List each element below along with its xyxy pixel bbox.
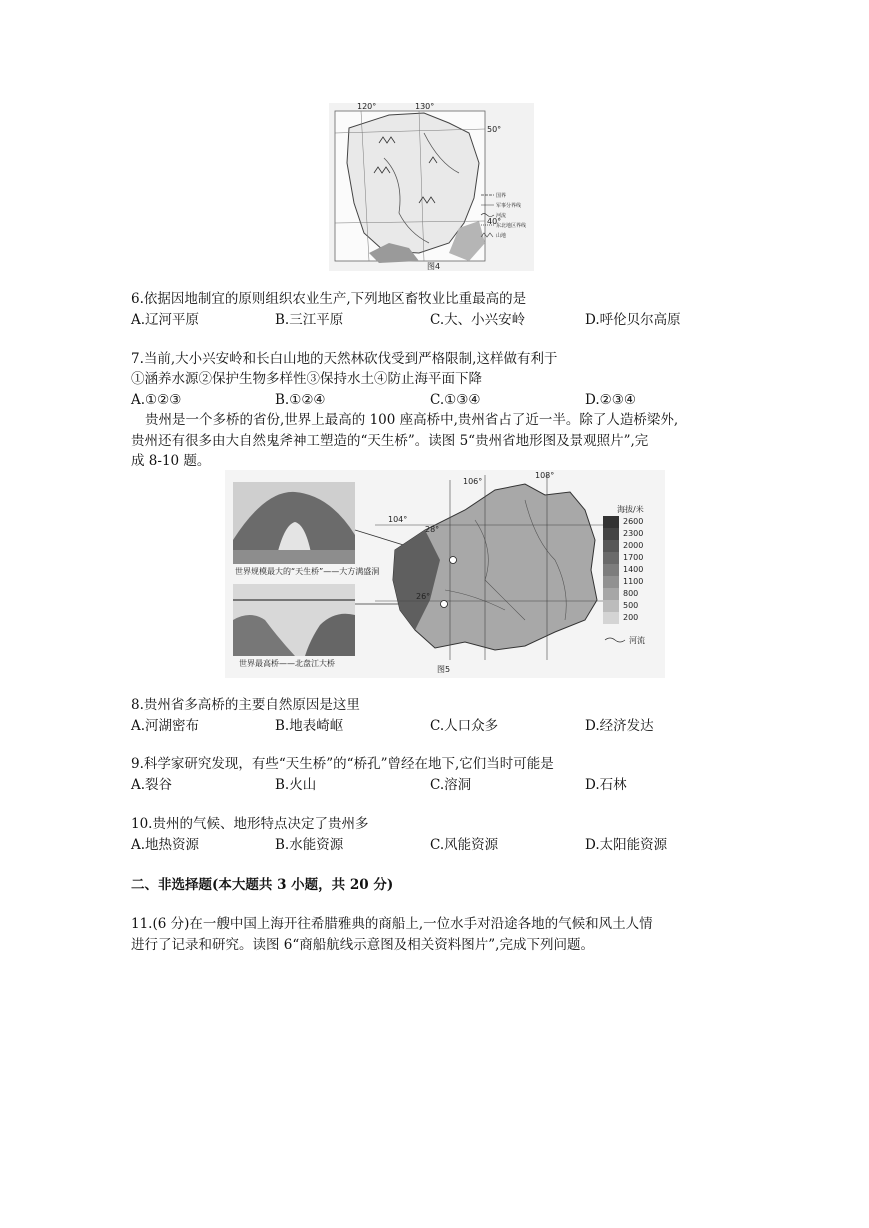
q6-option-c[interactable]: C.大、小兴安岭 (430, 312, 526, 328)
q8-option-c[interactable]: C.人口众多 (430, 718, 499, 734)
lat-label-50: 50° (487, 125, 502, 134)
lat-label-40: 40° (487, 217, 502, 226)
q6-stem: 6.依据因地制宜的原则组织农业生产,下列地区畜牧业比重最高的是 (131, 291, 527, 307)
intro-line-2: 贵州还有很多由大自然鬼斧神工塑造的“天生桥”。读图 5“贵州省地形图及景观照片”,完 (131, 433, 649, 449)
q10-stem: 10.贵州的气候、地形特点决定了贵州多 (131, 816, 369, 832)
svg-text:2600: 2600 (623, 517, 644, 526)
figure-4-map (329, 103, 534, 271)
q6-option-b[interactable]: B.三江平原 (275, 312, 344, 328)
svg-text:1100: 1100 (623, 577, 644, 586)
q9-option-a[interactable]: A.裂谷 (131, 777, 173, 793)
figure-4-caption: 图4 (427, 262, 441, 271)
photo-1-caption: 世界规模最大的“天生桥”——大方满盛洞 (235, 567, 380, 576)
intro-line-3: 成 8-10 题。 (131, 453, 211, 469)
q8-option-d[interactable]: D.经济发达 (585, 718, 654, 734)
q8-option-b[interactable]: B.地表崎岖 (275, 718, 344, 734)
svg-text:500: 500 (623, 601, 639, 610)
q9-option-d[interactable]: D.石林 (585, 777, 627, 793)
q7-stem: 7.当前,大小兴安岭和长白山地的天然林砍伐受到严格限制,这样做有利于 (131, 351, 558, 367)
q8-option-a[interactable]: A.河湖密布 (131, 718, 200, 734)
q7-option-d[interactable]: D.②③④ (585, 392, 636, 408)
lon-label-120: 120° (357, 103, 377, 111)
lon-label-108: 108° (535, 471, 555, 480)
q9-option-c[interactable]: C.溶洞 (430, 777, 472, 793)
svg-text:河流: 河流 (496, 213, 507, 219)
svg-text:军事分界线: 军事分界线 (496, 203, 522, 209)
lon-label-130: 130° (415, 103, 435, 111)
q7-option-c[interactable]: C.①③④ (430, 392, 481, 408)
q10-option-c[interactable]: C.风能资源 (430, 837, 499, 853)
figure-5 (225, 470, 665, 678)
svg-text:2000: 2000 (623, 541, 644, 550)
photo-2-caption: 世界最高桥——北盘江大桥 (239, 659, 335, 668)
photo-beipanjiang-bridge (233, 584, 355, 668)
q9-option-b[interactable]: B.火山 (275, 777, 317, 793)
river-legend-label: 河流 (629, 636, 645, 645)
lat-label-28: 28° (425, 525, 440, 534)
q11-line-2: 进行了记录和研究。读图 6“商船航线示意图及相关资料图片”,完成下列问题。 (131, 937, 594, 953)
lat-label-26: 26° (416, 592, 431, 601)
q6-option-d[interactable]: D.呼伦贝尔高原 (585, 312, 681, 328)
q9-stem: 9.科学家研究发现，有些“天生桥”的“桥孔”曾经在地下,它们当时可能是 (131, 756, 554, 772)
q6-option-a[interactable]: A.辽河平原 (131, 312, 200, 328)
lon-label-104: 104° (388, 515, 408, 524)
section-2-heading: 二、非选择题(本大题共 3 小题，共 20 分) (131, 877, 394, 893)
q11-line-1: 11.(6 分)在一艘中国上海开往希腊雅典的商船上,一位水手对沿途各地的气候和风土人情 (131, 916, 653, 932)
intro-line-1: 贵州是一个多桥的省份,世界上最高的 100 座高桥中,贵州省占了近一半。除了人造桥梁外, (145, 412, 679, 428)
svg-text:2300: 2300 (623, 529, 644, 538)
q10-option-a[interactable]: A.地热资源 (131, 837, 200, 853)
svg-text:1700: 1700 (623, 553, 644, 562)
legend-title: 海拔/米 (617, 505, 644, 514)
q7-option-a[interactable]: A.①②③ (131, 392, 182, 408)
svg-text:1400: 1400 (623, 565, 644, 574)
figure-5-caption: 图5 (437, 665, 451, 674)
q7-sub-items: ①涵养水源②保护生物多样性③保持水土④防止海平面下降 (131, 371, 482, 387)
lon-label-106: 106° (463, 477, 483, 486)
q10-option-b[interactable]: B.水能资源 (275, 837, 344, 853)
svg-text:200: 200 (623, 613, 639, 622)
q7-option-b[interactable]: B.①②④ (275, 392, 326, 408)
svg-text:国界: 国界 (496, 193, 507, 199)
q10-option-d[interactable]: D.太阳能资源 (585, 837, 668, 853)
svg-text:800: 800 (623, 589, 639, 598)
q8-stem: 8.贵州省多高桥的主要自然原因是这里 (131, 697, 360, 713)
svg-text:山地: 山地 (496, 233, 507, 239)
svg-text:东北地区界线: 东北地区界线 (496, 223, 527, 229)
